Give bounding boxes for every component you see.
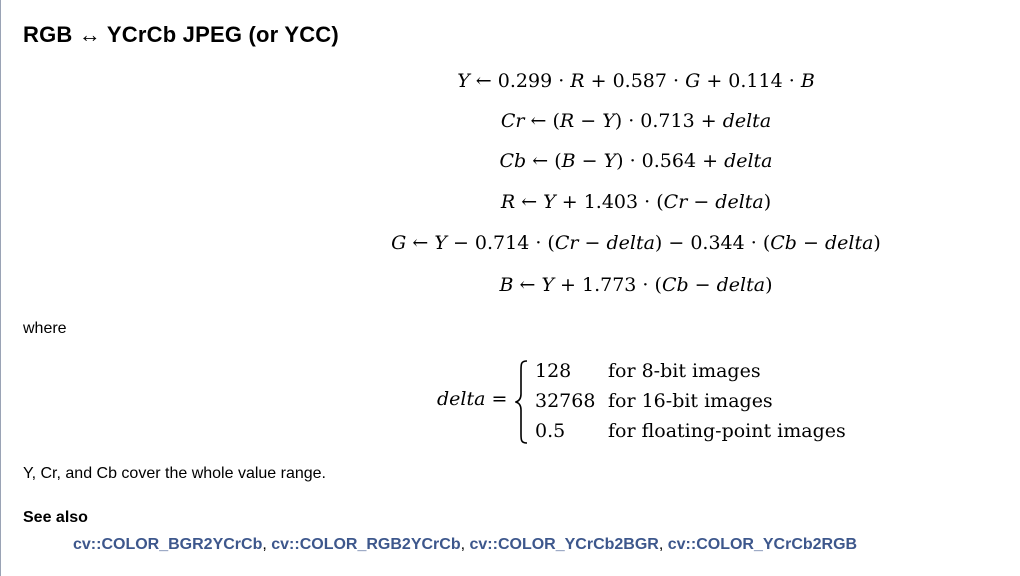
equation-cb <box>1 150 1020 172</box>
equation-r <box>1 191 1020 213</box>
arrow-symbol: ← <box>475 70 492 92</box>
equation-y <box>1 70 1020 92</box>
equation-rhs: 0.299 · R + 0.587 · G + 0.114 · B <box>497 70 815 92</box>
link-separator: , <box>658 536 668 553</box>
link-color-ycrcb2rgb[interactable]: cv::COLOR_YCrCb2RGB <box>667 536 858 553</box>
equation-rhs: (B − Y) · 0.564 + delta <box>554 150 773 172</box>
equation-lhs: Y <box>457 70 470 92</box>
link-separator: , <box>460 536 470 553</box>
case-condition: for 16-bit images <box>608 390 773 412</box>
arrow-symbol: ← <box>521 191 538 213</box>
equation-lhs: R <box>500 191 516 213</box>
see-also-links <box>73 536 857 554</box>
equation-rhs: Y − 0.714 · (Cr − delta) − 0.344 · (Cb − delta) <box>434 232 881 254</box>
where-text: where <box>23 320 67 337</box>
link-color-rgb2ycrcb[interactable]: cv::COLOR_RGB2YCrCb <box>271 536 461 553</box>
case-value: 32768 <box>535 390 596 412</box>
case-condition: for 8-bit images <box>608 360 761 382</box>
arrow-symbol: ← <box>412 232 429 254</box>
case-value: 0.5 <box>535 420 566 442</box>
arrow-symbol: ← <box>519 274 536 296</box>
equation-lhs: G <box>391 232 407 254</box>
section-heading: RGB ↔ YCrCb JPEG (or YCC) <box>23 22 339 47</box>
equation-b <box>1 274 1020 296</box>
case-condition: for floating-point images <box>608 420 846 442</box>
case-value: 128 <box>535 360 572 382</box>
arrow-symbol: ← <box>532 150 549 172</box>
equation-rhs: Y + 1.773 · (Cb − delta) <box>541 274 773 296</box>
arrow-symbol: ← <box>530 110 547 132</box>
equation-g <box>1 232 1020 254</box>
equation-rhs: Y + 1.403 · (Cr − delta) <box>543 191 772 213</box>
see-also-label: See also <box>23 509 88 526</box>
link-color-bgr2ycrcb[interactable]: cv::COLOR_BGR2YCrCb <box>73 536 263 553</box>
equation-lhs: Cr <box>500 110 525 132</box>
delta-lhs: delta = <box>437 388 508 410</box>
equation-cr <box>1 110 1020 132</box>
equation-rhs: (R − Y) · 0.713 + delta <box>552 110 772 132</box>
link-separator: , <box>262 536 272 553</box>
equation-lhs: B <box>499 274 514 296</box>
left-brace-icon <box>515 360 529 444</box>
link-color-ycrcb2bgr[interactable]: cv::COLOR_YCrCb2BGR <box>469 536 659 553</box>
range-note: Y, Cr, and Cb cover the whole value range. <box>23 465 326 482</box>
equation-lhs: Cb <box>499 150 527 172</box>
